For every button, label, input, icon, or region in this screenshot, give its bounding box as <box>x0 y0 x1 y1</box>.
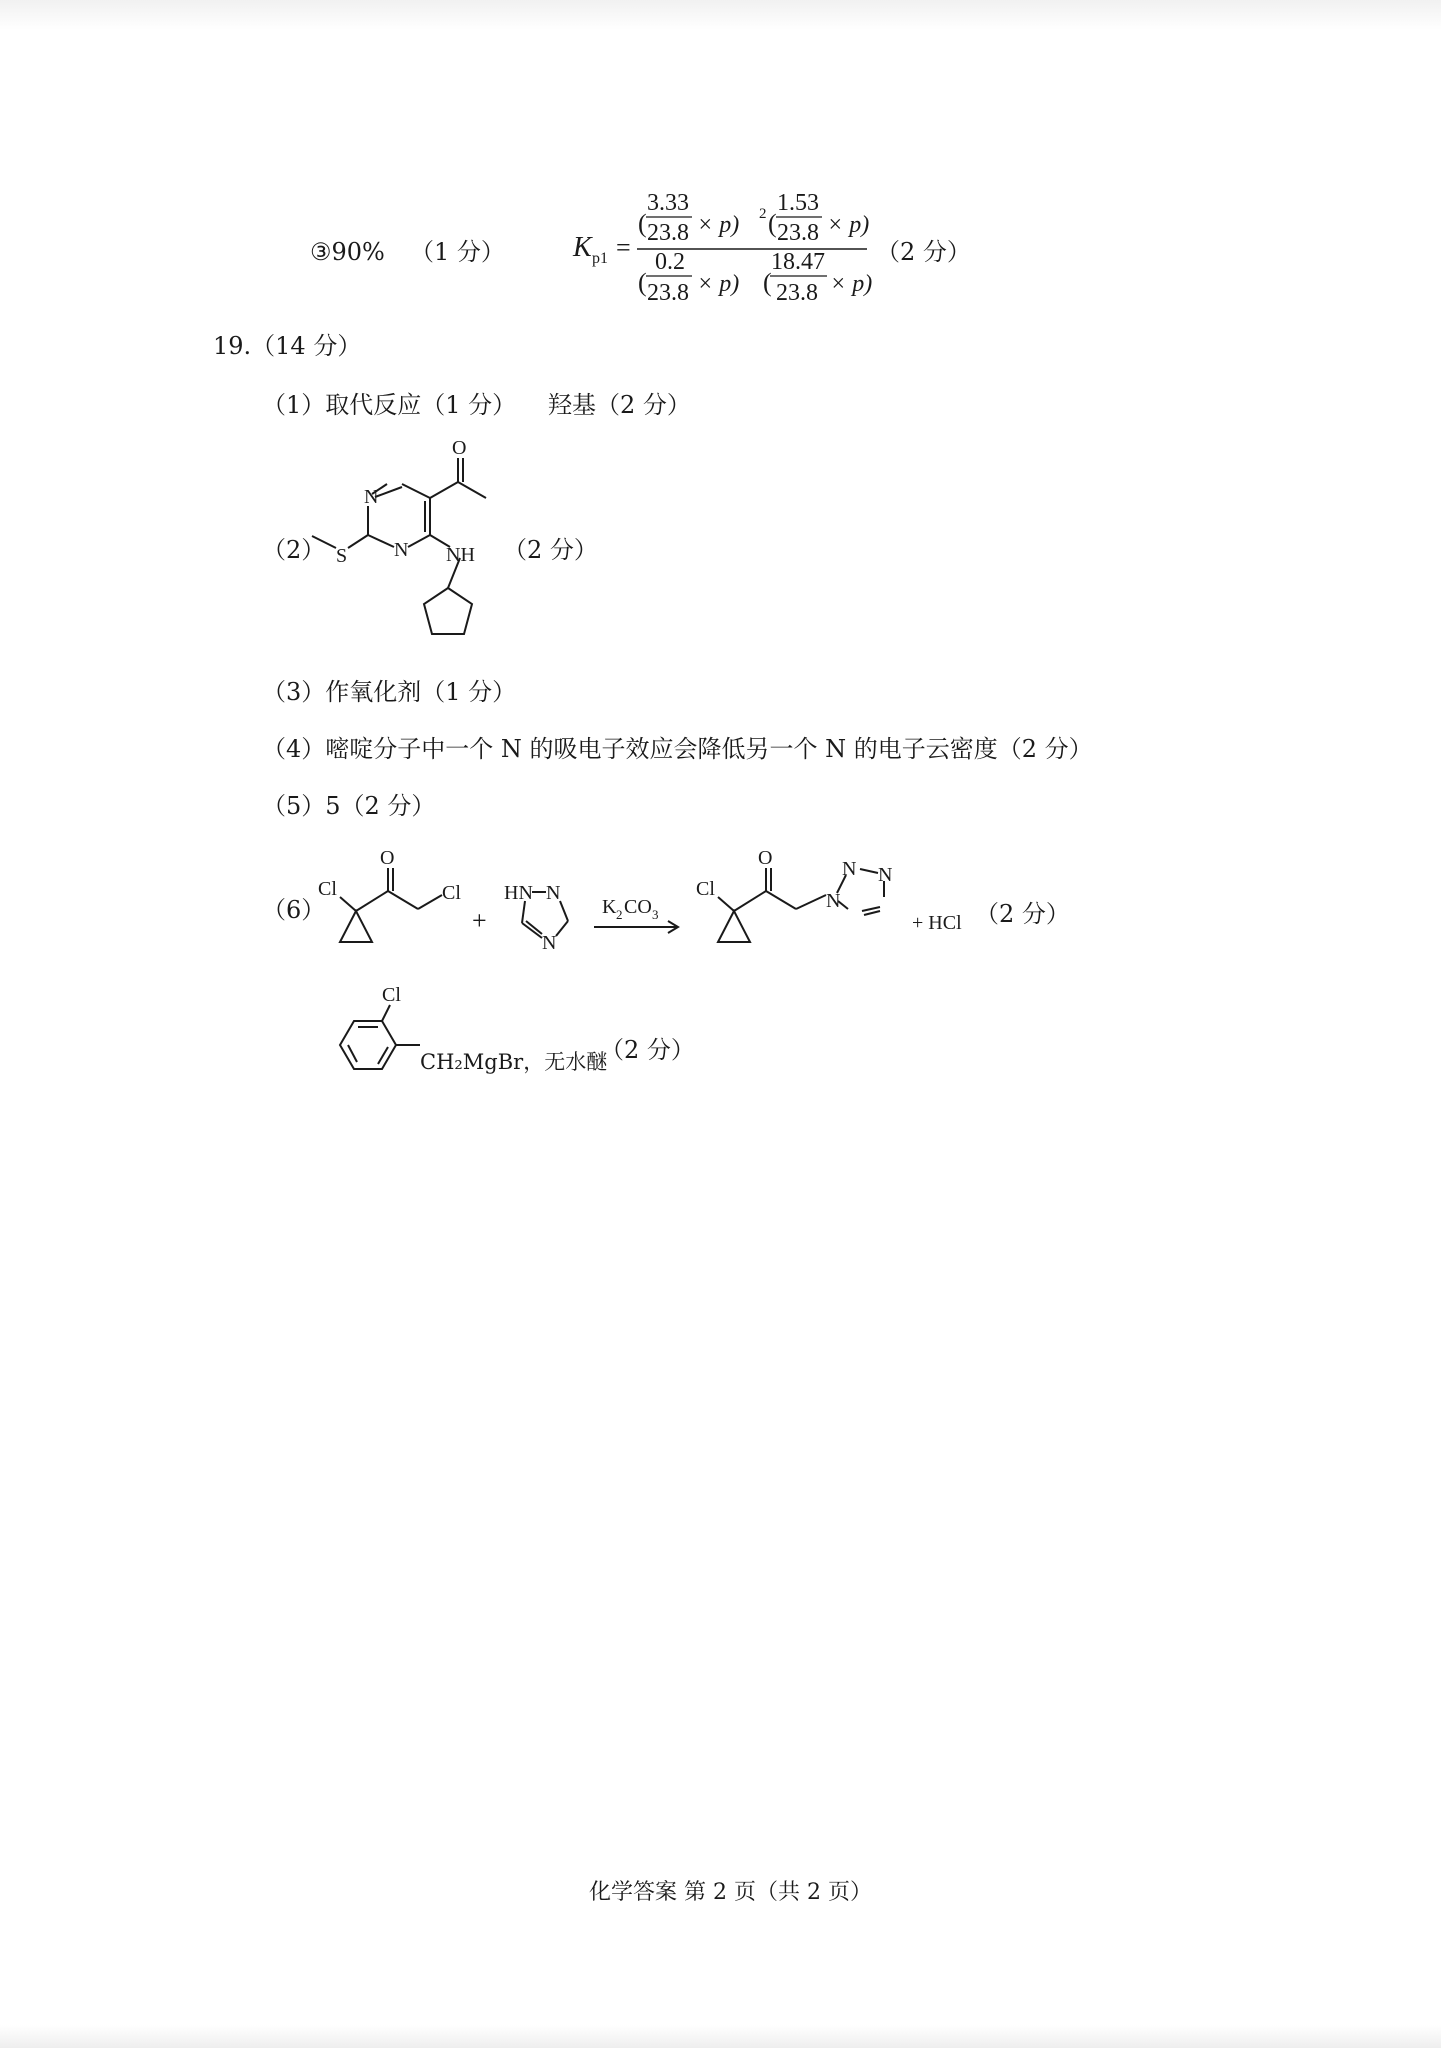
svg-text:(: ( <box>768 209 777 238</box>
q19-part4: （4）嘧啶分子中一个 N 的吸电子效应会降低另一个 N 的电子云密度（2 分） <box>262 735 1093 763</box>
q19-part1: （1）取代反应（1 分） <box>262 391 517 419</box>
svg-text:Cl: Cl <box>696 878 715 900</box>
svg-text:23.8: 23.8 <box>777 220 819 246</box>
q19-part6-label: （6） <box>262 896 326 924</box>
kp-subscript: p1 <box>592 250 608 267</box>
q18-answer-score: （1 分） <box>410 238 505 266</box>
svg-text:(: ( <box>638 268 647 297</box>
num-3: 0.2 <box>655 249 685 275</box>
svg-text:N: N <box>546 882 561 904</box>
svg-text:3: 3 <box>652 907 659 922</box>
pyrimidine-structure <box>300 440 510 660</box>
svg-text:Cl: Cl <box>318 878 337 900</box>
num-2: 1.53 <box>777 190 819 216</box>
kp-symbol: K <box>573 232 592 263</box>
svg-text:23.8: 23.8 <box>776 280 818 306</box>
svg-text:(: ( <box>763 268 772 297</box>
q19-heading: 19.（14 分） <box>213 332 362 360</box>
equals-sign: = <box>616 233 631 262</box>
svg-text:N: N <box>542 932 557 954</box>
svg-text:× p): × p) <box>827 212 870 238</box>
svg-text:O: O <box>452 440 467 459</box>
chlorobenzyl-grignard-structure <box>318 985 428 1095</box>
grignard-text: CH₂MgBr，无水醚 <box>420 1050 608 1074</box>
svg-text:CO: CO <box>624 896 652 918</box>
svg-text:N: N <box>878 864 893 886</box>
q19-part3: （3）作氧化剂（1 分） <box>262 678 517 706</box>
hcl: + HCl <box>912 912 962 934</box>
num-1: 3.33 <box>647 190 689 216</box>
svg-text:NH: NH <box>446 544 475 566</box>
q19-part2-label: （2） <box>262 536 326 564</box>
q19-part2-score: （2 分） <box>503 536 598 564</box>
page-footer: 化学答案 第 2 页（共 2 页） <box>589 1880 872 1905</box>
q19-part6-score: （2 分） <box>975 900 1070 928</box>
svg-text:23.8: 23.8 <box>647 220 689 246</box>
svg-text:N: N <box>826 890 841 912</box>
q18-answer: ③90% <box>310 238 385 266</box>
svg-text:23.8: 23.8 <box>647 280 689 306</box>
q19-part5: （5）5（2 分） <box>262 792 436 820</box>
exponent: 2 <box>759 206 767 222</box>
scan-edge-bottom <box>0 2025 1441 2048</box>
kp1-formula <box>565 188 875 318</box>
svg-text:Cl: Cl <box>382 985 401 1006</box>
scan-edge-top <box>0 0 1441 30</box>
svg-text:O: O <box>380 847 395 869</box>
svg-text:× p): × p) <box>830 271 873 297</box>
svg-text:× p): × p) <box>697 212 740 238</box>
svg-text:HN: HN <box>504 882 533 904</box>
svg-text:S: S <box>336 545 348 567</box>
svg-text:2: 2 <box>616 907 623 922</box>
svg-text:+: + <box>472 906 487 935</box>
svg-text:(: ( <box>638 209 647 238</box>
grignard-score: （2 分） <box>600 1036 695 1064</box>
svg-text:O: O <box>758 847 773 869</box>
q19-part1-b: 羟基（2 分） <box>548 391 691 419</box>
q18-formula-score: （2 分） <box>876 238 971 266</box>
svg-text:N: N <box>394 539 409 561</box>
reagent-k: K <box>602 896 617 918</box>
svg-text:N: N <box>364 486 379 508</box>
svg-text:Cl: Cl <box>442 882 461 904</box>
svg-text:× p): × p) <box>697 271 740 297</box>
svg-text:N: N <box>842 858 857 880</box>
num-4: 18.47 <box>771 249 825 275</box>
